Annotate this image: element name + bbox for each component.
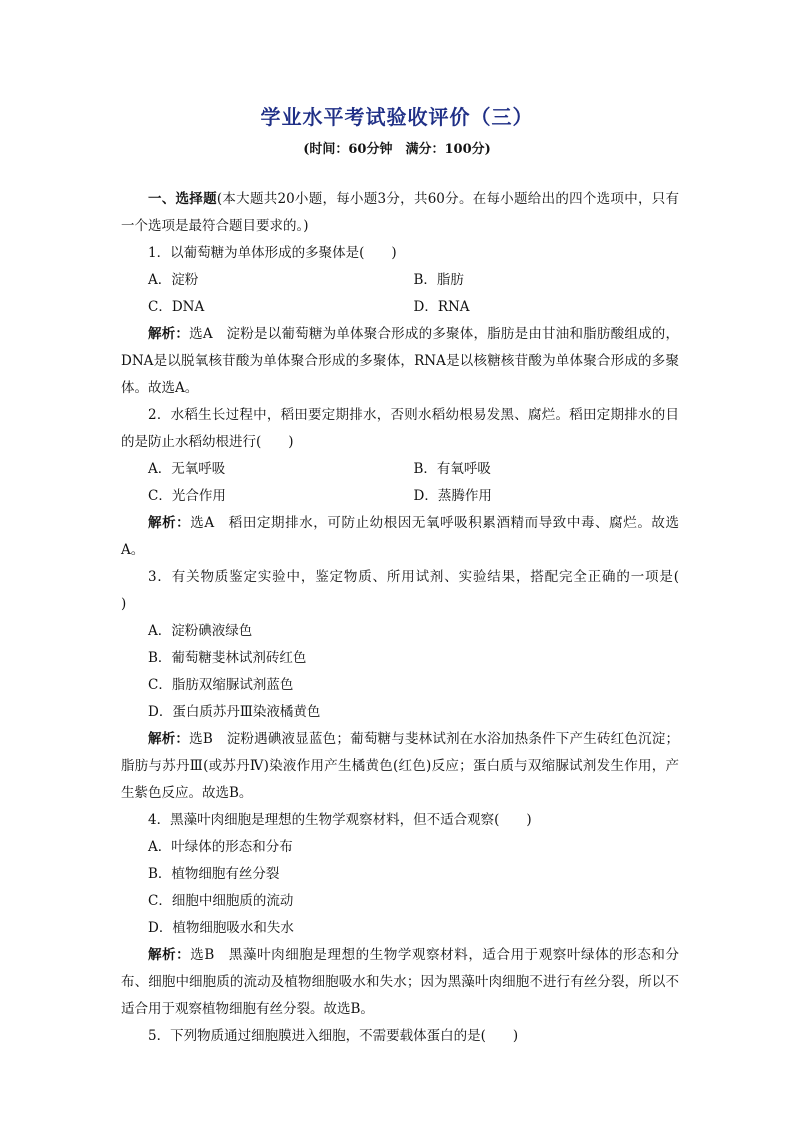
option-b: B．植物细胞有丝分裂 xyxy=(148,866,280,882)
analysis-text: 选A 稻田定期排水，可防止幼根因无氧呼吸积累酒精而导致中毒、腐烂。故选A。 xyxy=(121,515,680,558)
option-row xyxy=(121,456,679,483)
option-a: A．淀粉碘液绿色 xyxy=(148,623,253,639)
option-row xyxy=(121,483,679,510)
option-c: C．DNA xyxy=(148,299,205,315)
option-c: C．光合作用 xyxy=(148,488,226,504)
analysis-text: 选B 淀粉遇碘液显蓝色；葡萄糖与斐林试剂在水浴加热条件下产生砖红色沉淀；脂肪与苏丹Ⅲ(或苏丹Ⅳ)染液作用产生橘黄色(红色)反应；蛋白质与双缩脲试剂发生作用，产生紫色反应。故选B。 xyxy=(121,731,680,801)
analysis xyxy=(121,510,679,564)
option-d: D．RNA xyxy=(413,299,470,315)
section-heading xyxy=(121,186,679,240)
option-row xyxy=(121,294,679,321)
option-a: A．叶绿体的形态和分布 xyxy=(148,839,293,855)
page-title: 学业水平考试验收评价（三） xyxy=(260,105,534,129)
option-d: D．蒸腾作用 xyxy=(413,488,492,504)
analysis xyxy=(121,321,679,402)
option-d: D．蛋白质苏丹Ⅲ染液橘黄色 xyxy=(148,704,321,720)
analysis xyxy=(121,726,679,807)
exam-info: (时间：60分钟 满分：100分) xyxy=(303,142,491,157)
option-a: A．无氧呼吸 xyxy=(148,461,226,477)
option-a: A．淀粉 xyxy=(148,272,199,288)
analysis-text: 选B 黑藻叶肉细胞是理想的生物学观察材料，适合用于观察叶绿体的形态和分布、细胞中细胞质的流动及植物细胞吸水和失水；因为黑藻叶肉细胞不进行有丝分裂，所以不适合用于观察植物细胞有丝分裂。故选B。 xyxy=(121,947,679,1017)
option-c: C．脂肪双缩脲试剂蓝色 xyxy=(148,677,294,693)
question-stem: 4．黑藻叶肉细胞是理想的生物学观察材料，但不适合观察( ) xyxy=(148,812,532,828)
option-b: B．有氧呼吸 xyxy=(413,461,491,477)
analysis xyxy=(121,942,679,1023)
option-c: C．细胞中细胞质的流动 xyxy=(148,893,294,909)
option-d: D．植物细胞吸水和失水 xyxy=(148,920,294,936)
analysis-label: 解析： xyxy=(148,731,190,747)
option-b: B．葡萄糖斐林试剂砖红色 xyxy=(148,650,307,666)
question-stem: 5．下列物质通过细胞膜进入细胞，不需要载体蛋白的是( ) xyxy=(148,1028,519,1044)
analysis-label: 解析： xyxy=(148,515,191,531)
question-stem: 2．水稻生长过程中，稻田要定期排水，否则水稻幼根易发黑、腐烂。稻田定期排水的目的是防止水稻幼根进行( ) xyxy=(121,407,679,450)
section-label: 一、选择题 xyxy=(148,191,217,207)
analysis-label: 解析： xyxy=(148,326,190,342)
option-row xyxy=(121,267,679,294)
exam-content xyxy=(121,186,706,1050)
question-stem: 3．有关物质鉴定实验中，鉴定物质、所用试剂、实验结果，搭配完全正确的一项是( ) xyxy=(121,569,706,612)
question-stem: 1．以葡萄糖为单体形成的多聚体是( ) xyxy=(148,245,397,261)
analysis-text: 选A 淀粉是以葡萄糖为单体聚合形成的多聚体，脂肪是由甘油和脂肪酸组成的，DNA是以脱氧核苷酸为单体聚合形成的多聚体，RNA是以核糖核苷酸为单体聚合形成的多聚体。故选A。 xyxy=(121,326,680,396)
analysis-label: 解析： xyxy=(148,947,191,963)
option-b: B．脂肪 xyxy=(413,272,464,288)
section-description: (本大题共20小题，每小题3分，共60分。在每小题给出的四个选项中，只有一个选项是最符合题目要求的。) xyxy=(121,191,679,234)
